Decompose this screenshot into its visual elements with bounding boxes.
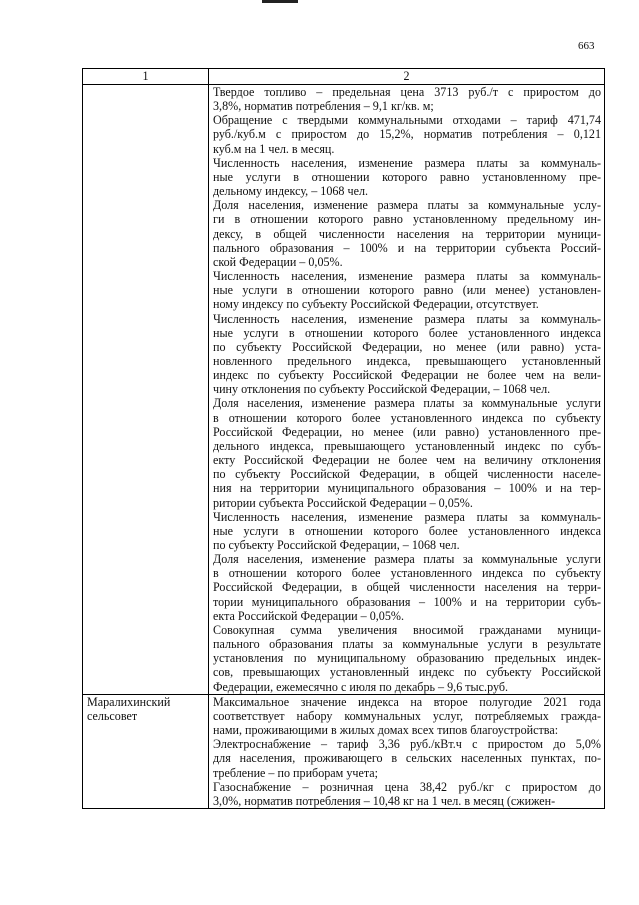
column-header-1: 1 (83, 69, 209, 85)
paragraph (213, 695, 601, 737)
text-line: руб./куб.м с приростом до 15,2%, норматив потребления – 0,121 (213, 127, 601, 142)
paragraph (213, 113, 601, 155)
text-line: дельному индексу, – 1068 чел. (213, 184, 369, 199)
text-line: Электроснабжение – тариф 3,36 руб./кВт.ч с приростом до 5,0% (213, 737, 601, 752)
text-line: пального образования – 100% и на территории субъекта Россий- (213, 240, 601, 255)
text-line: екту Российской Федерации не более чем на величину отклонения (213, 453, 601, 468)
text-line: куб.м на 1 чел. в месяц. (213, 141, 335, 156)
page-number: 663 (578, 40, 595, 52)
settlement-name-cell: Маралихинский сельсовет (83, 694, 209, 808)
paragraph (213, 269, 601, 311)
text-line: Максимальное значение индекса на второе полугодие 2021 года (213, 694, 601, 709)
paragraph (213, 156, 601, 198)
text-line: Российской Федерации, в общей численности населения на терри- (213, 580, 601, 595)
scan-artifact (262, 0, 298, 3)
text-line: Численность населения, изменение размера платы за коммуналь- (213, 509, 601, 524)
text-line: индекс по субъекту Российской Федерации не более чем на вели- (213, 368, 601, 383)
paragraph (213, 396, 601, 509)
description-cell (209, 85, 605, 695)
text-line: соответствует набору коммунальных услуг, потребляемых гражда- (213, 708, 601, 723)
text-line: новленного предельного индекса, превышающего установленный (213, 353, 601, 368)
description-cell (209, 694, 605, 808)
text-line: ской Федерации – 0,05%. (213, 254, 343, 269)
column-header-2: 2 (209, 69, 605, 85)
text-line: Российской Федерации, но менее (или равно) установленного пре- (213, 424, 601, 439)
text-line: ные услуги в отношении которого равно (или менее) установлен- (213, 283, 601, 298)
paragraph (213, 312, 601, 397)
paragraph (213, 623, 601, 694)
text-line: Твердое топливо – предельная цена 3713 руб./т с приростом до (213, 85, 601, 99)
text-line: 3,8%, норматив потребления – 9,1 кг/кв. м; (213, 99, 434, 114)
paragraph (213, 780, 601, 808)
text-line: ные услуги в отношении которого более установленного индекса (213, 325, 601, 340)
text-line: Доля населения, изменение размера платы за коммунальные услу- (213, 198, 601, 213)
text-line: дельного индекса, превышающего установленный индекс по субъ- (213, 438, 601, 453)
text-line: ному индексу по субъекту Российской Федерации, отсутствует. (213, 297, 539, 312)
text-line: сов, превышающих установленный индекс по субъекту Российской (213, 665, 601, 680)
text-line: ритории субъекта Российской Федерации – 0,05%. (213, 495, 473, 510)
text-line: в отношении которого более установленного индекса по субъекту (213, 566, 601, 581)
text-line: в отношении которого более установленного индекса по субъекту (213, 410, 601, 425)
text-line: Доля населения, изменение размера платы за коммунальные услуги (213, 552, 601, 567)
text-line: ния на территории муниципального образования – 100% и на тер- (213, 481, 601, 496)
text-line: по субъекту Российской Федерации, но менее (или равно) уста- (213, 339, 601, 354)
text-line: ные услуги в отношении которого равно установленному пре- (213, 169, 601, 184)
text-line: нами, проживающими в жилых домах всех типов благоустройства: (213, 723, 559, 738)
text-line: по субъекту Российской Федерации, в общей численности населе- (213, 467, 601, 482)
text-line: по субъекту Российской Федерации, – 1068 чел. (213, 538, 460, 552)
text-line: Совокупная сумма увеличения вносимой гражданами муници- (213, 622, 601, 637)
text-line: ные услуги в отношении которого более установленного индекса (213, 523, 601, 538)
text-line: тории муниципального образования – 100% и на территории субъ- (213, 594, 601, 609)
text-line: 3,0%, норматив потребления – 10,48 кг на 1 чел. в месяц (сжижен- (213, 793, 556, 808)
text-line: Доля населения, изменение размера платы за коммунальные услуги (213, 396, 601, 411)
text-line: Численность населения, изменение размера платы за коммуналь- (213, 269, 601, 284)
text-line: Численность населения, изменение размера платы за коммуналь- (213, 155, 601, 170)
paragraph (213, 85, 601, 113)
text-line: Численность населения, изменение размера платы за коммуналь- (213, 311, 601, 326)
text-line: Газоснабжение – розничная цена 38,42 руб./кг с приростом до (213, 779, 601, 794)
table-header-row (83, 69, 605, 85)
text-line: пального образования платы за коммунальные услуги в результате (213, 637, 601, 652)
text-line: дексу, в общей численности населения на территории муници- (213, 226, 601, 241)
text-line: установления по муниципальному образованию предельных индек- (213, 651, 601, 666)
paragraph (213, 737, 601, 779)
paragraph (213, 510, 601, 552)
text-line: Федерации, ежемесячно с июля по декабрь – 9,6 тыс.руб. (213, 679, 509, 694)
text-line: Обращение с твердыми коммунальными отходами – тариф 471,74 (213, 113, 601, 128)
text-line: для населения, проживающего в сельских населенных пунктах, по- (213, 751, 601, 766)
paragraph (213, 552, 601, 623)
text-line: екта Российской Федерации – 0,05%. (213, 608, 405, 623)
paragraph (213, 198, 601, 269)
text-line: чину отклонения по субъекту Российской Федерации, – 1068 чел. (213, 382, 551, 397)
text-line: требление – по приборам учета; (213, 765, 378, 780)
settlement-name-cell (83, 85, 209, 695)
text-line: ги в отношении которого равно установленному предельному ин- (213, 212, 601, 227)
table-row (83, 85, 605, 695)
document-table (82, 68, 605, 809)
table-row (83, 694, 605, 808)
